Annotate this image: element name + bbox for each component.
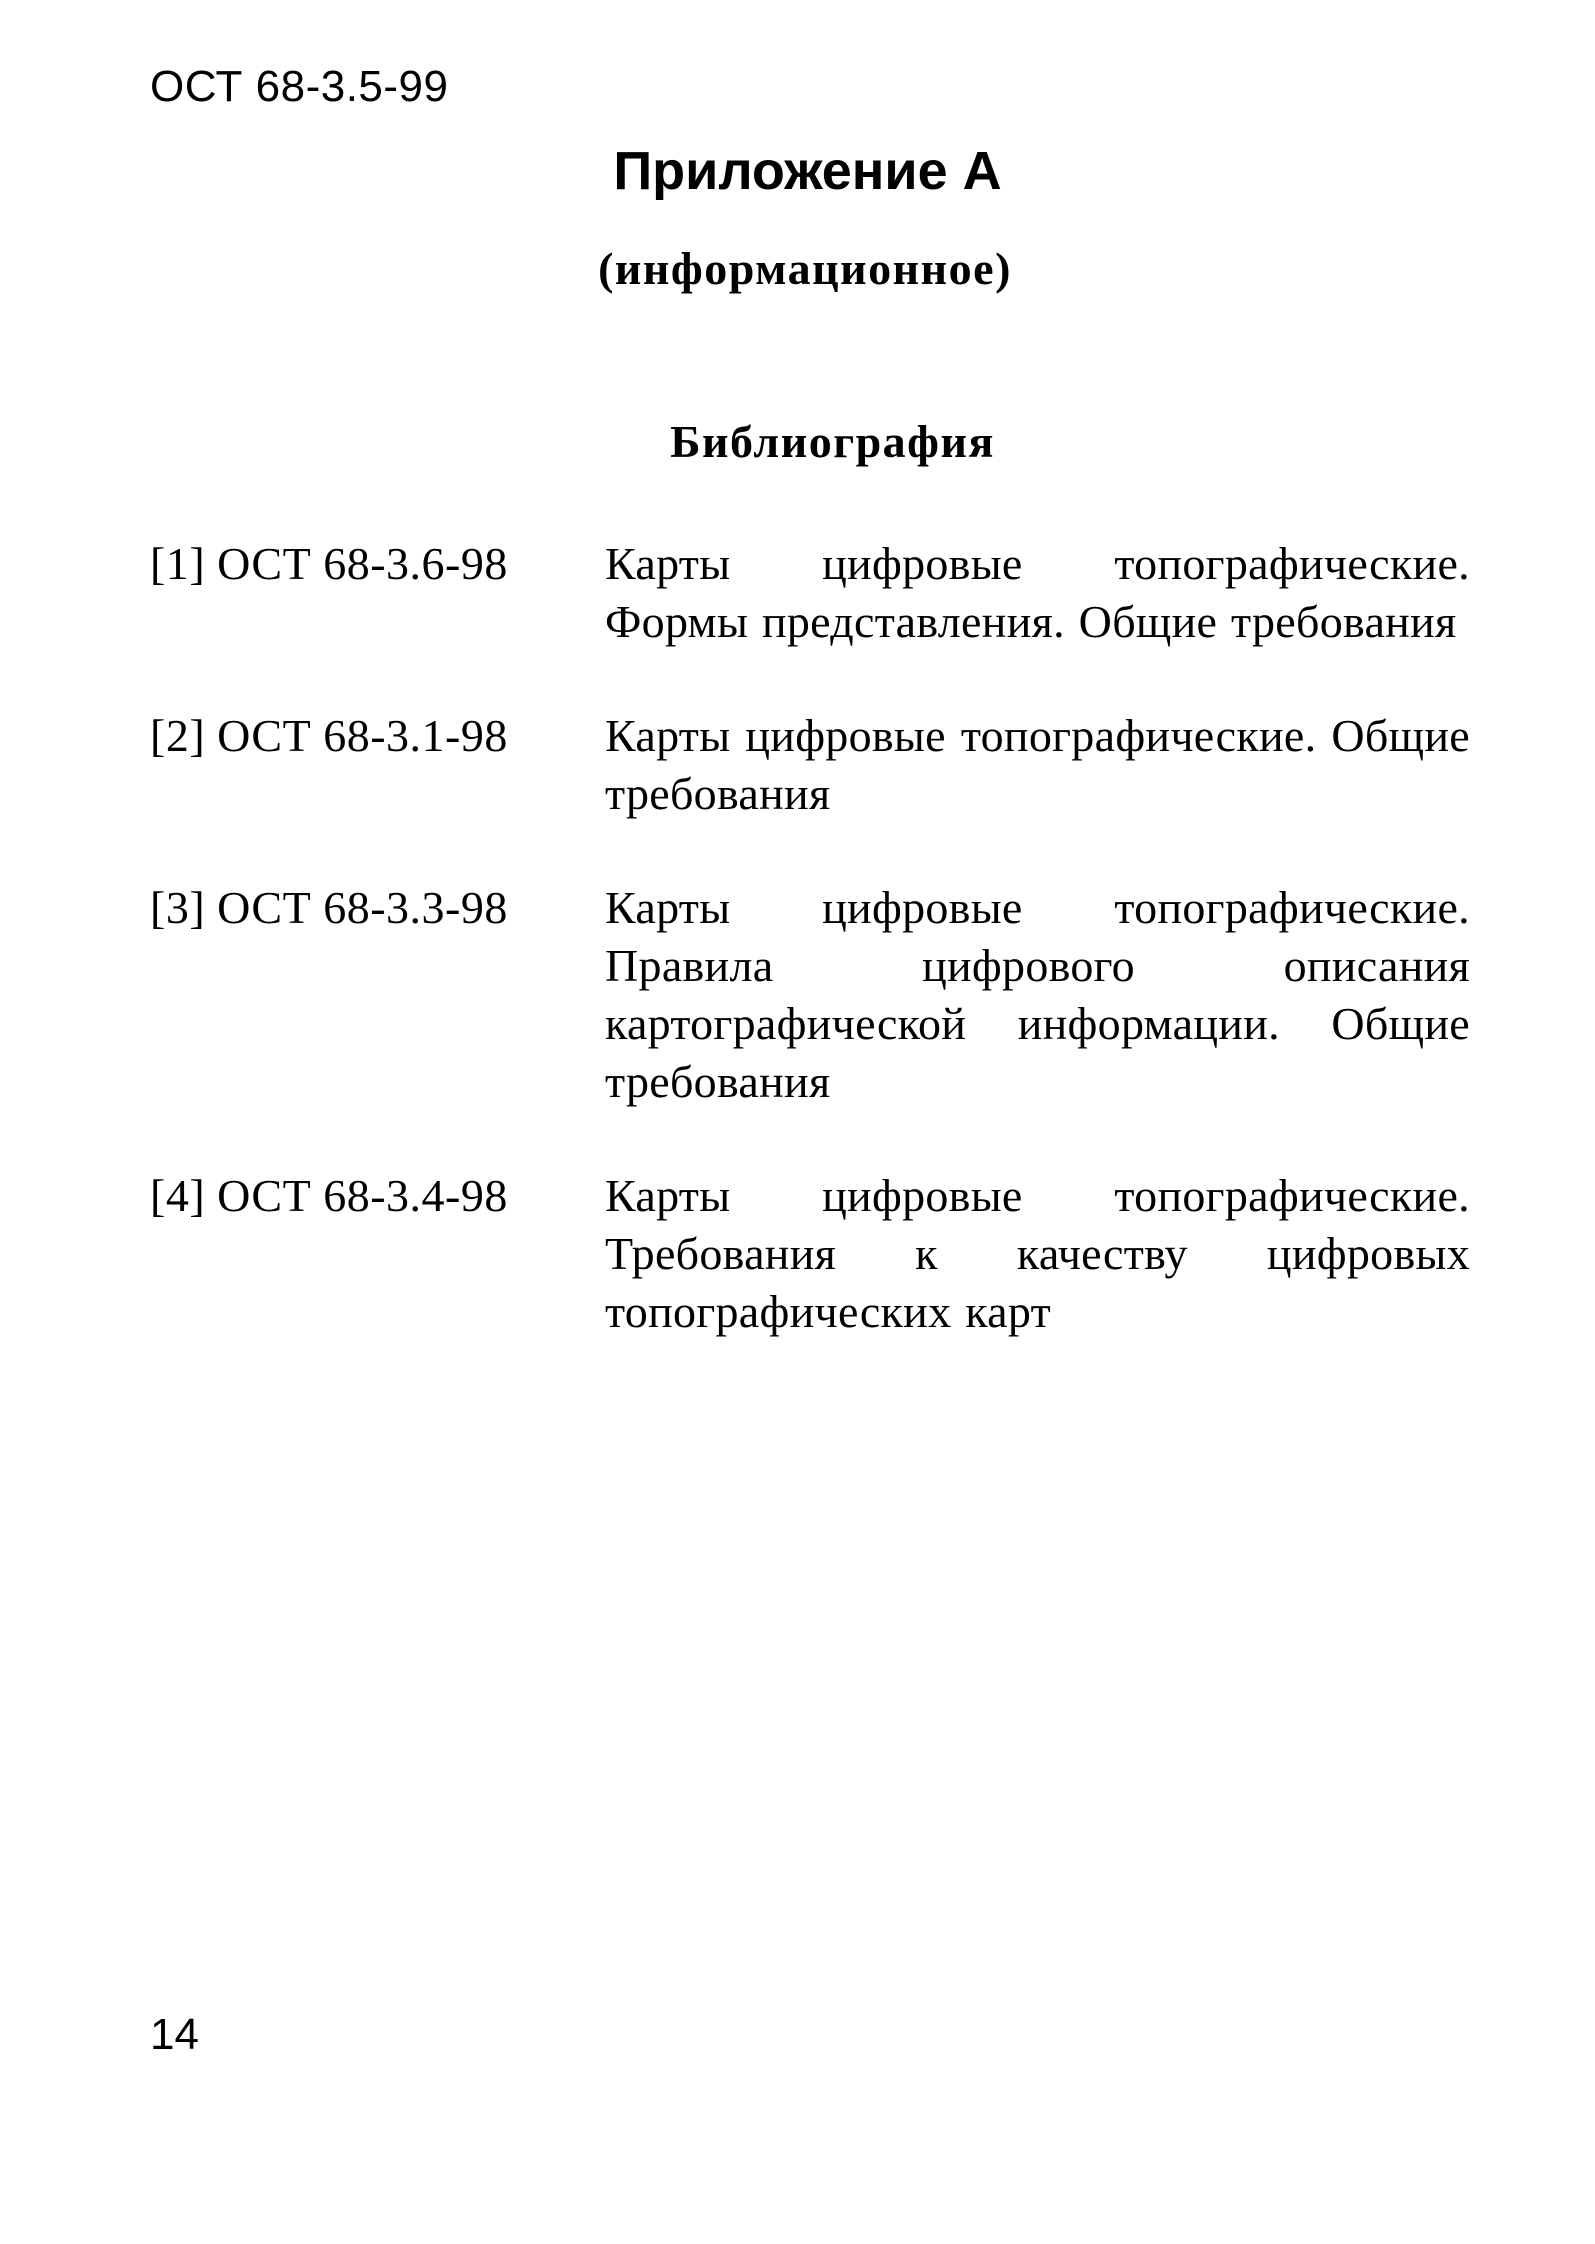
bibliography-item-1 xyxy=(150,535,1470,651)
appendix-subtitle: (информационное) xyxy=(598,243,1012,294)
page-number: 14 xyxy=(150,2010,199,2059)
bibliography-ref: [1] ОСТ 68-3.6-98 xyxy=(150,538,508,589)
bibliography-description: Карты цифровые топографические. Общие требования xyxy=(605,710,1470,819)
bibliography-item-2 xyxy=(150,707,1470,823)
bibliography-ref: [2] ОСТ 68-3.1-98 xyxy=(150,710,508,761)
bibliography-description: Карты цифровые топографические. Требования к качеству цифровых топографических карт xyxy=(605,1170,1470,1337)
bibliography-description: Карты цифровые топографические. Правила цифрового описания картографической информации. Общие требования xyxy=(605,882,1470,1107)
document-code: ОСТ 68-3.5-99 xyxy=(150,62,449,111)
bibliography-item-3 xyxy=(150,879,1470,1111)
bibliography-description: Карты цифровые топографические. Формы представления. Общие требования xyxy=(605,538,1470,647)
bibliography-item-4 xyxy=(150,1167,1470,1341)
appendix-title: Приложение А xyxy=(613,141,1002,201)
bibliography-ref: [3] ОСТ 68-3.3-98 xyxy=(150,882,508,933)
bibliography-ref: [4] ОСТ 68-3.4-98 xyxy=(150,1170,508,1221)
bibliography-list xyxy=(150,535,1470,1397)
bibliography-title: Библиография xyxy=(670,416,995,467)
